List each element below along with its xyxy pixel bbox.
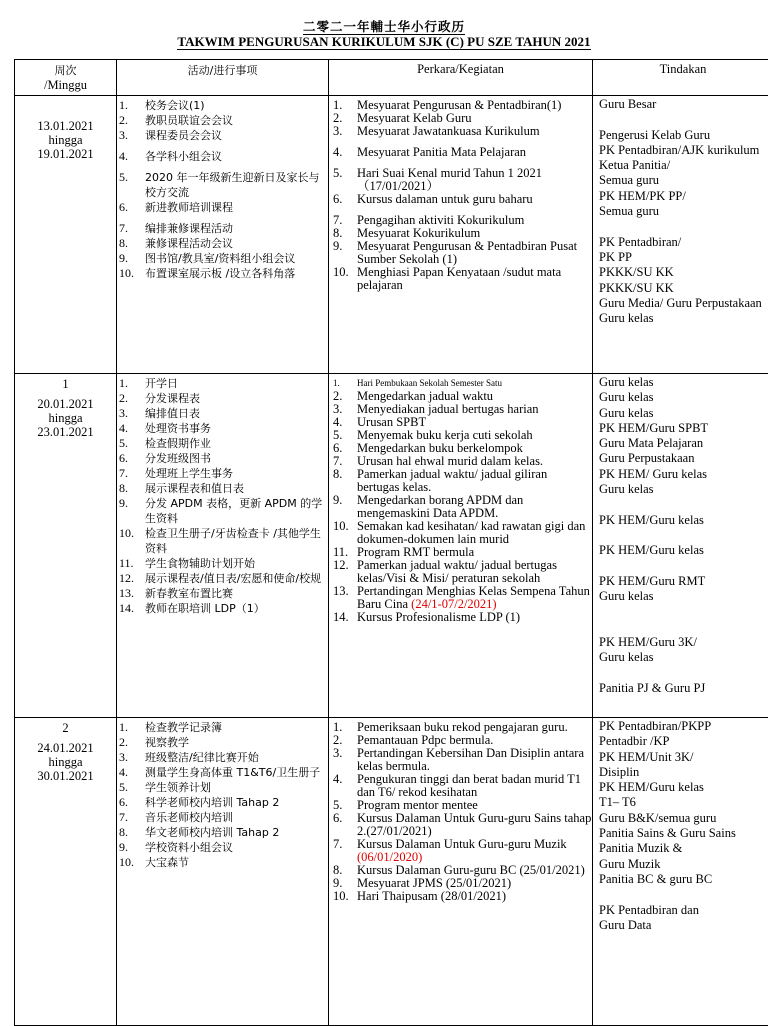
item-text: 科学老师校内培训 Tahap 2 [145, 795, 279, 810]
item-text-main: Mengedarkan jadual waktu [357, 389, 493, 403]
week-cell [15, 96, 117, 374]
week-date-to: 30.01.2021 [15, 769, 116, 783]
item-number: 5. [329, 429, 357, 442]
item-number: 4. [329, 146, 357, 159]
item-text: 测量学生身高体重 T1&T6/卫生册子 [145, 765, 320, 780]
tindakan-line: Pengerusi Kelab Guru [593, 128, 768, 143]
item-text: 布置课室展示板 /设立各科角落 [145, 266, 295, 281]
tindakan-line: PK Pentadbiran dan [593, 903, 768, 918]
document-title-chinese: 二零二一年輔士华小行政历 [0, 17, 768, 35]
item-number: 12. [117, 571, 145, 586]
item-text: 新春教室布置比赛 [145, 586, 233, 601]
list-item [117, 113, 328, 128]
tindakan-line: PK PP [593, 250, 768, 265]
list-item [117, 436, 328, 451]
item-number: 3. [329, 747, 357, 773]
item-text [357, 125, 540, 138]
tindakan-line: Guru Media/ Guru Perpustakaan [593, 296, 768, 311]
item-number: 5. [117, 170, 145, 200]
item-number: 4. [117, 149, 145, 164]
tindakan-line [593, 497, 768, 512]
tindakan-cell [593, 374, 768, 718]
item-text [357, 468, 592, 494]
item-text [357, 559, 592, 585]
item-number: 9. [329, 494, 357, 520]
list-item [117, 236, 328, 251]
tindakan-line: T1– T6 [593, 795, 768, 810]
item-text-main: Pengagihan aktiviti Kokurikulum [357, 213, 524, 227]
header-activity-cn: 活动/进行事项 [117, 60, 329, 96]
item-text [357, 585, 592, 611]
item-text-main: Mesyuarat Pengurusan & Pentadbiran Pusat Sumber Sekolah (1) [357, 239, 577, 266]
item-number: 12. [329, 559, 357, 585]
item-text: 图书馆/教具室/资料组小组会议 [145, 251, 295, 266]
item-text: 学生食物辅助计划开始 [145, 556, 255, 571]
item-text [357, 167, 592, 193]
item-text-main: Mesyuarat Jawatankuasa Kurikulum [357, 124, 540, 138]
list-item [329, 559, 592, 585]
tindakan-line: Pentadbir /KP [593, 734, 768, 749]
item-text: 学校资料小组会议 [145, 840, 233, 855]
list-item [117, 406, 328, 421]
item-number: 10. [117, 266, 145, 281]
item-text [357, 747, 592, 773]
week-date-from: 24.01.2021 [15, 741, 116, 755]
week-date-from: 20.01.2021 [15, 397, 116, 411]
tindakan-line: PK HEM/PK PP/ [593, 189, 768, 204]
list-item [117, 526, 328, 556]
item-number: 4. [329, 416, 357, 429]
list-item [117, 170, 328, 200]
item-text-main: Mesyuarat JPMS (25/01/2021) [357, 876, 511, 890]
list-item [117, 251, 328, 266]
list-item [117, 98, 328, 113]
list-item [329, 494, 592, 520]
list-item [117, 720, 328, 735]
item-number: 7. [117, 466, 145, 481]
list-item [329, 520, 592, 546]
list-item [329, 266, 592, 292]
item-number: 1. [117, 98, 145, 113]
list-item [329, 240, 592, 266]
item-text: 兼修课程活动会议 [145, 236, 233, 251]
item-text-main: Mengedarkan buku berkelompok [357, 441, 523, 455]
list-item [117, 840, 328, 855]
tindakan-line: PK HEM/ Guru kelas [593, 467, 768, 482]
list-item [117, 149, 328, 164]
item-number: 8. [329, 227, 357, 240]
item-text-main: Urusan hal ehwal murid dalam kelas. [357, 454, 543, 468]
perkara-cell [329, 374, 593, 718]
item-number: 8. [117, 481, 145, 496]
item-number: 9. [329, 877, 357, 890]
activity-cn-cell [117, 96, 329, 374]
week-hingga: hingga [15, 755, 116, 769]
item-number: 1. [329, 99, 357, 112]
list-item [329, 125, 592, 138]
item-number: 8. [117, 825, 145, 840]
item-number: 11. [117, 556, 145, 571]
perkara-cell [329, 718, 593, 1026]
week-cell [15, 718, 117, 1026]
week-date-to: 19.01.2021 [15, 147, 116, 161]
item-text: 分发课程表 [145, 391, 200, 406]
item-text-main: Pamerkan jadual waktu/ jadual giliran bertugas kelas. [357, 467, 547, 494]
item-number: 1. [329, 721, 357, 734]
item-text-main: Menyediakan jadual bertugas harian [357, 402, 539, 416]
item-text [357, 146, 526, 159]
item-text: 2020 年一年级新生迎新日及家长与校方交流 [145, 170, 328, 200]
item-text: 班级整洁/纪律比赛开始 [145, 750, 259, 765]
item-text: 检查卫生册子/牙齿检查卡 /其他学生资料 [145, 526, 328, 556]
item-text: 校务会议(1) [145, 98, 205, 113]
item-number: 7. [117, 810, 145, 825]
item-number: 6. [329, 812, 357, 838]
item-text: 处理资书事务 [145, 421, 211, 436]
list-item [117, 735, 328, 750]
item-number: 3. [117, 406, 145, 421]
document-title-malay: TAKWIM PENGURUSAN KURIKULUM SJK (C) PU SZE TAHUN 2021 [0, 34, 768, 50]
item-text: 教师在职培训 LDP（1） [145, 601, 265, 616]
item-number: 3. [329, 125, 357, 138]
week-row [15, 96, 768, 374]
item-number: 10. [329, 520, 357, 546]
item-number: 3. [117, 128, 145, 143]
tindakan-line [593, 112, 768, 127]
list-item [329, 611, 592, 624]
list-item [117, 376, 328, 391]
item-text [357, 890, 506, 903]
list-item [117, 496, 328, 526]
item-text-main: Pamerkan jadual waktu/ jadual bertugas kelas/Visi & Misi/ peraturan sekolah [357, 558, 557, 585]
week-number: 1 [15, 374, 116, 397]
item-text: 学生领养计划 [145, 780, 211, 795]
item-text-main: Mesyuarat Kelab Guru [357, 111, 472, 125]
item-text: 华文老师校内培训 Tahap 2 [145, 825, 279, 840]
tindakan-line: PK HEM/Guru kelas [593, 513, 768, 528]
tindakan-line: Panitia BC & guru BC [593, 872, 768, 887]
item-text-main: Hari Thaipusam (28/01/2021) [357, 889, 506, 903]
item-number: 13. [117, 586, 145, 601]
item-number: 2. [117, 391, 145, 406]
item-text-main: Pemeriksaan buku rekod pengajaran guru. [357, 720, 568, 734]
item-text-main: Kursus Dalaman Guru-guru BC (25/01/2021) [357, 863, 585, 877]
item-number: 5. [329, 799, 357, 812]
item-text [357, 773, 592, 799]
list-item [117, 221, 328, 236]
tindakan-line: Guru Muzik [593, 857, 768, 872]
item-text: 分发 APDM 表格，更新 APDM 的学生资料 [145, 496, 328, 526]
list-item [117, 421, 328, 436]
item-text: 编排兼修课程活动 [145, 221, 233, 236]
item-text: 各学科小组会议 [145, 149, 222, 164]
item-text-main: Pertandingan Kebersihan Dan Disiplin antara kelas bermula. [357, 746, 584, 773]
tindakan-line: PK HEM/Unit 3K/ [593, 750, 768, 765]
tindakan-line [593, 559, 768, 574]
list-item [329, 812, 592, 838]
item-text-main: Mesyuarat Kokurikulum [357, 226, 480, 240]
list-item [117, 825, 328, 840]
tindakan-line: Guru Besar [593, 97, 768, 112]
week-cell [15, 374, 117, 718]
list-item [117, 750, 328, 765]
item-number: 9. [117, 496, 145, 526]
list-item [117, 481, 328, 496]
item-number: 6. [117, 795, 145, 810]
item-text: 检查教学记录簿 [145, 720, 222, 735]
table-header-row [15, 60, 768, 96]
tindakan-line: Semua guru [593, 204, 768, 219]
week-row [15, 374, 768, 718]
item-text: 音乐老师校内培训 [145, 810, 233, 825]
header-perkara: Perkara/Kegiatan [329, 60, 593, 96]
item-number: 1. [329, 377, 357, 390]
item-number: 9. [117, 840, 145, 855]
item-text-main: Pengukuran tinggi dan berat badan murid T1 dan T6/ rekod kesihatan [357, 772, 581, 799]
header-tindakan: Tindakan [593, 60, 768, 96]
item-text: 展示课程表/值日表/宏愿和使命/校规 [145, 571, 321, 586]
item-number: 7. [117, 221, 145, 236]
item-text-main: Kursus dalaman untuk guru baharu [357, 192, 533, 206]
tindakan-line: Guru kelas [593, 589, 768, 604]
item-text: 展示课程表和值日表 [145, 481, 244, 496]
item-text-main: Hari Pembukaan Sekolah Semester Satu [357, 378, 502, 388]
item-text: 分发班级图书 [145, 451, 211, 466]
item-number: 5. [329, 167, 357, 193]
item-number: 13. [329, 585, 357, 611]
item-number: 10. [117, 855, 145, 870]
tindakan-line: PK HEM/Guru kelas [593, 543, 768, 558]
tindakan-line: PK Pentadbiran/PKPP [593, 719, 768, 734]
list-item [117, 266, 328, 281]
item-number: 1. [117, 720, 145, 735]
item-text: 开学日 [145, 376, 178, 391]
tindakan-line: Guru kelas [593, 482, 768, 497]
item-text [357, 193, 533, 206]
activity-cn-cell [117, 718, 329, 1026]
item-text [357, 240, 592, 266]
list-item [117, 765, 328, 780]
item-text: 大宝森节 [145, 855, 189, 870]
item-text-main: Kursus Profesionalisme LDP (1) [357, 610, 520, 624]
item-number: 2. [329, 734, 357, 747]
tindakan-line: Guru kelas [593, 390, 768, 405]
item-number: 14. [329, 611, 357, 624]
list-item [117, 586, 328, 601]
tindakan-line [593, 666, 768, 681]
tindakan-line: Guru B&K/semua guru [593, 811, 768, 826]
list-item [117, 128, 328, 143]
item-text-main: Kursus Dalaman Untuk Guru-guru Muzik [357, 837, 567, 851]
list-item [117, 601, 328, 616]
item-number: 6. [329, 193, 357, 206]
item-text-main: Semakan kad kesihatan/ kad rawatan gigi dan dokumen-dokumen lain murid [357, 519, 585, 546]
tindakan-cell [593, 96, 768, 374]
tindakan-line: Panitia Muzik & [593, 841, 768, 856]
item-number: 4. [117, 765, 145, 780]
tindakan-line: Guru Data [593, 918, 768, 933]
item-text-main: Hari Suai Kenal murid Tahun 1 2021 （17/01/2021） [357, 166, 542, 193]
list-item [117, 466, 328, 481]
item-number: 1. [117, 376, 145, 391]
list-item [329, 193, 592, 206]
item-number: 8. [329, 468, 357, 494]
list-item [329, 773, 592, 799]
tindakan-line: PKKK/SU KK [593, 281, 768, 296]
item-text: 检查假期作业 [145, 436, 211, 451]
week-date-from: 13.01.2021 [15, 119, 116, 133]
list-item [117, 200, 328, 215]
item-date-highlight: (06/01/2020) [357, 850, 422, 864]
list-item [117, 810, 328, 825]
item-number: 8. [117, 236, 145, 251]
tindakan-line: Guru kelas [593, 375, 768, 390]
list-item [117, 391, 328, 406]
tindakan-line [593, 887, 768, 902]
item-number: 5. [117, 780, 145, 795]
item-number: 11. [329, 546, 357, 559]
item-text-main: Urusan SPBT [357, 415, 426, 429]
week-row [15, 718, 768, 1026]
item-text: 课程委员会会议 [145, 128, 222, 143]
perkara-cell [329, 96, 593, 374]
item-number: 4. [117, 421, 145, 436]
item-text-main: Mesyuarat Pengurusan & Pentadbiran(1) [357, 98, 561, 112]
tindakan-cell [593, 718, 768, 1026]
list-item [117, 855, 328, 870]
item-date-highlight: (24/1-07/2/2021) [411, 597, 496, 611]
tindakan-line: PK HEM/Guru SPBT [593, 421, 768, 436]
week-hingga: hingga [15, 411, 116, 425]
item-text-main: Menghiasi Papan Kenyataan /sudut mata pelajaran [357, 265, 561, 292]
list-item [329, 585, 592, 611]
tindakan-line [593, 528, 768, 543]
list-item [329, 167, 592, 193]
item-number: 6. [117, 451, 145, 466]
tindakan-line: Guru kelas [593, 311, 768, 326]
item-text [357, 266, 592, 292]
tindakan-line: Ketua Panitia/ [593, 158, 768, 173]
item-number: 9. [329, 240, 357, 266]
item-number: 10. [329, 890, 357, 903]
tindakan-line: Disiplin [593, 765, 768, 780]
item-number: 2. [117, 735, 145, 750]
tindakan-line: PK HEM/Guru kelas [593, 780, 768, 795]
item-text-main: Program mentor mentee [357, 798, 478, 812]
item-text-main: Pemantauan Pdpc bermula. [357, 733, 493, 747]
item-text-main: Program RMT bermula [357, 545, 474, 559]
list-item [117, 556, 328, 571]
item-text: 视察教学 [145, 735, 189, 750]
item-text-main: Kursus Dalaman Untuk Guru-guru Sains tahap 2.(27/01/2021) [357, 811, 591, 838]
item-text-main: Pertandingan Menghias Kelas Sempena Tahun Baru Cina [357, 584, 590, 611]
tindakan-line: Guru Mata Pelajaran [593, 436, 768, 451]
item-number: 8. [329, 864, 357, 877]
item-number: 7. [329, 214, 357, 227]
item-text [357, 838, 592, 864]
week-date-to: 23.01.2021 [15, 425, 116, 439]
tindakan-line: Panitia PJ & Guru PJ [593, 681, 768, 696]
item-number: 3. [117, 750, 145, 765]
item-number: 7. [329, 838, 357, 864]
item-text: 编排值日表 [145, 406, 200, 421]
tindakan-line: PKKK/SU KK [593, 265, 768, 280]
calendar-table [14, 59, 768, 1026]
item-text-main: Mengedarkan borang APDM dan mengemaskini Data APDM. [357, 493, 523, 520]
tindakan-line: PK Pentadbiran/AJK kurikulum [593, 143, 768, 158]
header-week: 周次 /Minggu [15, 60, 117, 96]
tindakan-line: Guru kelas [593, 406, 768, 421]
item-number: 4. [329, 773, 357, 799]
item-number: 2. [329, 112, 357, 125]
item-text: 新进教师培训课程 [145, 200, 233, 215]
item-text [357, 520, 592, 546]
list-item [117, 780, 328, 795]
item-text: 处理班上学生事务 [145, 466, 233, 481]
list-item [117, 451, 328, 466]
item-number: 6. [117, 200, 145, 215]
item-number: 2. [329, 390, 357, 403]
activity-cn-cell [117, 374, 329, 718]
item-number: 14. [117, 601, 145, 616]
list-item [329, 747, 592, 773]
item-number: 7. [329, 455, 357, 468]
tindakan-line: Guru kelas [593, 650, 768, 665]
item-number: 10. [329, 266, 357, 292]
tindakan-line: Semua guru [593, 173, 768, 188]
list-item [329, 890, 592, 903]
item-number: 9. [117, 251, 145, 266]
list-item [329, 838, 592, 864]
tindakan-line [593, 604, 768, 619]
item-text-main: Mesyuarat Panitia Mata Pelajaran [357, 145, 526, 159]
list-item [117, 571, 328, 586]
item-number: 2. [117, 113, 145, 128]
item-text [357, 812, 592, 838]
list-item [329, 146, 592, 159]
tindakan-line [593, 620, 768, 635]
week-number: 2 [15, 718, 116, 741]
item-number: 5. [117, 436, 145, 451]
item-number: 3. [329, 403, 357, 416]
item-number: 10. [117, 526, 145, 556]
week-number [15, 96, 116, 119]
tindakan-line: PK Pentadbiran/ [593, 235, 768, 250]
list-item [117, 795, 328, 810]
item-text [357, 494, 592, 520]
week-hingga: hingga [15, 133, 116, 147]
item-text [357, 611, 520, 624]
list-item [329, 468, 592, 494]
tindakan-line: PK HEM/Guru 3K/ [593, 635, 768, 650]
item-text: 教职员联谊会会议 [145, 113, 233, 128]
tindakan-line: Guru Perpustakaan [593, 451, 768, 466]
tindakan-line: PK HEM/Guru RMT [593, 574, 768, 589]
item-number: 6. [329, 442, 357, 455]
tindakan-line: Panitia Sains & Guru Sains [593, 826, 768, 841]
item-text-main: Menyemak buku kerja cuti sekolah [357, 428, 533, 442]
tindakan-line [593, 219, 768, 234]
